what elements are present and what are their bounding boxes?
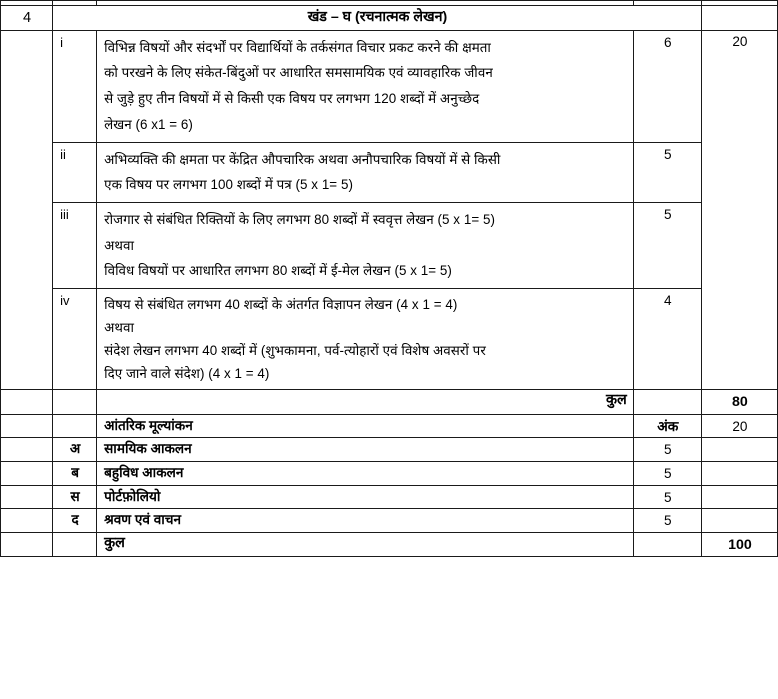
internal-assessment-total-cell: [701, 414, 777, 438]
ia-s-alpha: स: [70, 488, 80, 504]
grand-total-value: 100: [728, 536, 752, 553]
grand-total-blank-3: [633, 532, 701, 556]
ia-b-marks-cell: [633, 461, 701, 485]
grand-total-blank-1: [1, 532, 53, 556]
section-header-spacer-cell: [701, 6, 777, 31]
section-total-blank-2: [53, 390, 97, 414]
grand-total-label: कुल: [104, 534, 125, 551]
section-total-row: [1, 390, 778, 414]
item-roman-cell-iv: [53, 289, 97, 390]
ia-blank-1: [1, 414, 53, 438]
item-description-cell-iv: [97, 289, 634, 390]
internal-assessment-marks-header-cell: [633, 414, 701, 438]
ia-b-alpha-cell: [53, 461, 97, 485]
ia-s-label: पोर्टफ़ोलियो: [104, 488, 161, 504]
ia-s-empty-cell: [701, 485, 777, 509]
item-description-iv: [97, 289, 633, 389]
desc-line: अथवा: [104, 237, 134, 253]
ia-a-alpha: अ: [69, 441, 81, 457]
grand-total-blank-2: [53, 532, 97, 556]
desc-line: एक विषय पर लगभग 100 शब्दों में पत्र (5 x 1= 5): [104, 177, 353, 193]
section-blank-cell: [1, 30, 53, 390]
item-roman-iv: iv: [60, 293, 70, 309]
section-title: खंड – घ (रचनात्मक लेखन): [307, 9, 448, 25]
group-total-marks-cell: [701, 30, 777, 390]
desc-line: विषय से संबंधित लगभग 40 शब्दों के अंतर्गत विज्ञापन लेखन (4 x 1 = 4): [104, 297, 458, 313]
section-total-value: 80: [732, 394, 748, 411]
item-marks-iii: 5: [664, 207, 672, 222]
item-description-cell-ii: [97, 142, 634, 202]
section-title-cell: [53, 6, 702, 31]
item-marks-cell-ii: [633, 142, 701, 202]
grand-total-value-cell: [701, 532, 777, 556]
desc-line: से जुड़े हुए तीन विषयों में से किसी एक विषय पर लगभग 120 शब्दों में अनुच्छेद: [104, 91, 480, 107]
ia-s-marks: 5: [664, 489, 672, 505]
internal-assessment-label-cell: [97, 414, 634, 438]
section-total-label-cell: [97, 390, 634, 414]
section-number: 4: [22, 10, 32, 26]
ia-blank-2: [53, 414, 97, 438]
ia-d-label: श्रवण एवं वाचन: [104, 512, 182, 528]
internal-assessment-total: 20: [732, 418, 748, 434]
table-row-item-ii: [1, 142, 778, 202]
grand-total-label-cell: [97, 532, 634, 556]
ia-a-empty-cell: [701, 438, 777, 462]
desc-line: अभिव्यक्ति की क्षमता पर केंद्रित औपचारिक अथवा अनौपचारिक विषयों में से किसी: [104, 151, 501, 167]
grand-total-row: [1, 532, 778, 556]
ia-s-label-cell: [97, 485, 634, 509]
ia-d-marks-cell: [633, 509, 701, 533]
table-row-ia-a: [1, 438, 778, 462]
ia-b-blank: [1, 461, 53, 485]
item-description-cell-iii: [97, 203, 634, 289]
ia-b-marks: 5: [664, 465, 672, 481]
desc-line: अथवा: [104, 320, 134, 336]
item-marks-i: 6: [664, 34, 672, 50]
item-marks-iv: 4: [664, 293, 672, 309]
ia-a-label: सामयिक आकलन: [104, 441, 192, 457]
item-description-ii: [97, 143, 633, 202]
ia-d-label-cell: [97, 509, 634, 533]
item-marks-ii: 5: [664, 146, 672, 162]
ia-a-alpha-cell: [53, 438, 97, 462]
internal-assessment-marks-header: अंक: [657, 418, 679, 434]
item-roman-cell-iii: [53, 203, 97, 289]
desc-line: दिए जाने वाले संदेश) (4 x 1 = 4): [104, 366, 270, 382]
section-total-value-cell: [701, 390, 777, 414]
desc-line: विभिन्न विषयों और संदर्भों पर विद्यार्थियों के तर्कसंगत विचार प्रकट करने की क्षमता: [104, 39, 491, 55]
ia-a-label-cell: [97, 438, 634, 462]
item-description-iii: [97, 203, 633, 288]
desc-line: संदेश लेखन लगभग 40 शब्दों में (शुभकामना, पर्व-त्योहारों एवं विशेष अवसरों पर: [104, 343, 486, 359]
ia-s-alpha-cell: [53, 485, 97, 509]
table-row-item-iii: [1, 203, 778, 289]
item-marks-cell-iii: [633, 203, 701, 289]
item-roman-cell-i: [53, 30, 97, 142]
ia-b-empty-cell: [701, 461, 777, 485]
table-row-item-i: [1, 30, 778, 142]
ia-b-label: बहुविध आकलन: [104, 464, 184, 480]
section-total-label: कुल: [605, 392, 627, 409]
group-total-marks: 20: [732, 33, 748, 49]
ia-s-marks-cell: [633, 485, 701, 509]
item-marks-cell-iv: [633, 289, 701, 390]
item-description-i: [97, 31, 633, 142]
item-roman-cell-ii: [53, 142, 97, 202]
table-row-item-iv: [1, 289, 778, 390]
ia-b-label-cell: [97, 461, 634, 485]
internal-assessment-label: आंतरिक मूल्यांकन: [104, 417, 193, 433]
section-header-row: [1, 6, 778, 31]
item-roman-iii: iii: [60, 207, 69, 222]
section-total-blank-1: [1, 390, 53, 414]
desc-line: को परखने के लिए संकेत-बिंदुओं पर आधारित समसामयिक एवं व्यावहारिक जीवन: [104, 65, 493, 81]
item-marks-cell-i: [633, 30, 701, 142]
table-row-ia-b: [1, 461, 778, 485]
ia-d-alpha: द: [71, 512, 79, 528]
table-row-ia-s: [1, 485, 778, 509]
ia-d-alpha-cell: [53, 509, 97, 533]
item-roman-ii: ii: [60, 146, 66, 162]
ia-b-alpha: ब: [71, 464, 79, 480]
table-row-ia-d: [1, 509, 778, 533]
desc-line: लेखन (6 x1 = 6): [104, 116, 193, 132]
ia-a-marks-cell: [633, 438, 701, 462]
item-roman-i: i: [60, 34, 63, 50]
desc-line: विविध विषयों पर आधारित लगभग 80 शब्दों में ई-मेल लेखन (5 x 1= 5): [104, 263, 452, 279]
ia-d-marks: 5: [664, 513, 672, 529]
ia-a-marks: 5: [664, 442, 672, 458]
ia-s-blank: [1, 485, 53, 509]
internal-assessment-header-row: [1, 414, 778, 438]
section-total-blank-3: [633, 390, 701, 414]
ia-a-blank: [1, 438, 53, 462]
section-number-cell: [1, 6, 53, 31]
desc-line: रोजगार से संबंधित रिक्तियों के लिए लगभग 80 शब्दों में स्ववृत्त लेखन (5 x 1= 5): [104, 212, 495, 227]
ia-d-empty-cell: [701, 509, 777, 533]
ia-d-blank: [1, 509, 53, 533]
item-description-cell-i: [97, 30, 634, 142]
